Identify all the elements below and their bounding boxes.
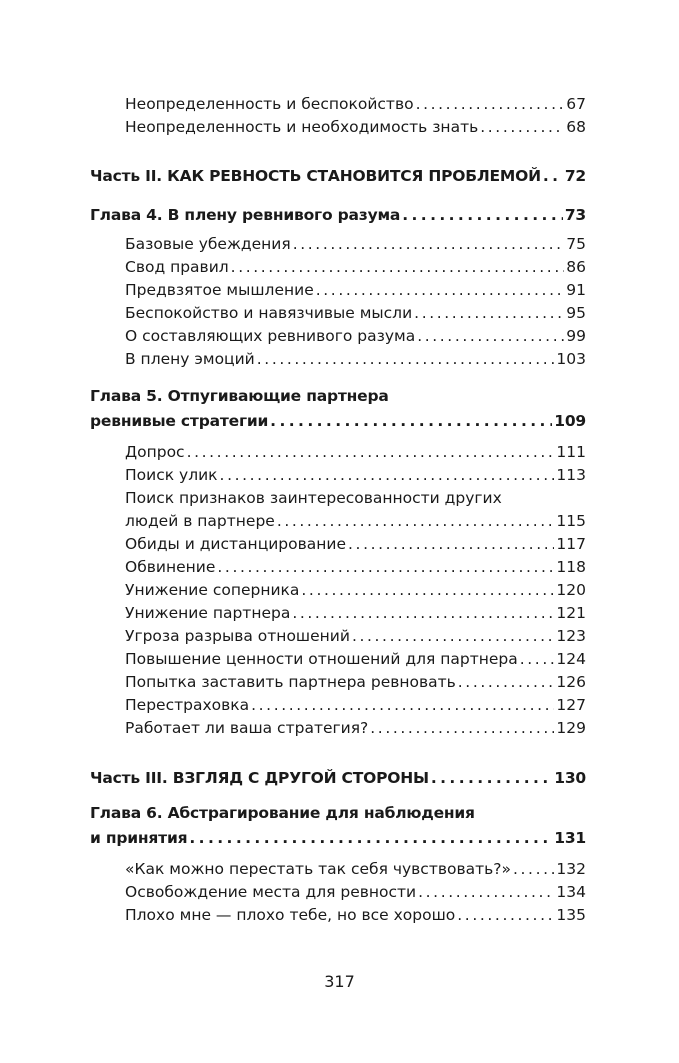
toc-entry-title: Обиды и дистанцирование <box>125 535 347 553</box>
toc-part-title: Часть III. ВЗГЛЯД С ДРУГОЙ СТОРОНЫ <box>90 769 429 787</box>
leader-dots <box>231 256 565 278</box>
toc-entry-page: 123 <box>556 627 586 645</box>
toc-entry-page: 113 <box>556 466 586 484</box>
toc-entry <box>125 602 586 624</box>
toc-entry-title: Неопределенность и необходимость знать <box>125 118 479 136</box>
toc-chapter-title: и принятия <box>90 829 188 847</box>
toc-entry-title: Поиск улик <box>125 466 218 484</box>
toc-chapter-title: ревнивые стратегии <box>90 412 269 430</box>
toc-entry <box>125 904 586 926</box>
toc-entry-title: Обвинение <box>125 558 216 576</box>
toc-entry-page: 68 <box>566 118 586 136</box>
toc-entry-page: 99 <box>566 327 586 345</box>
toc-entry <box>125 325 586 347</box>
leader-dots <box>270 410 552 432</box>
leader-dots <box>520 648 555 670</box>
leader-dots <box>293 233 565 255</box>
toc-entry-title: Угроза разрыва отношений <box>125 627 350 645</box>
toc-entry-page: 91 <box>566 281 586 299</box>
toc-part-heading <box>90 767 586 789</box>
toc-entry-title: Неопределенность и беспокойство <box>125 95 414 113</box>
leader-dots <box>418 881 554 903</box>
leader-dots <box>458 671 555 693</box>
toc-chapter-page: 73 <box>564 206 586 224</box>
leader-dots <box>316 279 565 301</box>
toc-chapter-page: 109 <box>554 412 586 430</box>
toc-entry-title: людей в партнере <box>125 512 275 530</box>
toc-entry-page: 124 <box>556 650 586 668</box>
toc-entry-title: Попытка заставить партнера ревновать <box>125 673 456 691</box>
toc-entry-title: В плену эмоций <box>125 350 255 368</box>
leader-dots <box>277 510 555 532</box>
leader-dots <box>513 858 554 880</box>
toc-entry-title: Базовые убеждения <box>125 235 291 253</box>
leader-dots <box>352 625 554 647</box>
toc-entry-title: Унижение соперника <box>125 581 300 599</box>
toc-entry <box>125 881 586 903</box>
toc-entry-title: Унижение партнера <box>125 604 291 622</box>
toc-entry-title: Освобождение места для ревности <box>125 883 417 901</box>
toc-entry-page: 86 <box>566 258 586 276</box>
toc-entry <box>125 625 586 647</box>
toc-entry <box>125 694 586 716</box>
toc-entry-page: 117 <box>556 535 586 553</box>
toc-entry-page: 115 <box>556 512 586 530</box>
toc-chapter-title-line1: Глава 6. Абстрагирование для наблюдения <box>90 804 475 822</box>
toc-entry <box>125 302 586 324</box>
toc-entry <box>125 858 586 880</box>
toc-part-heading <box>90 165 586 187</box>
toc-entry <box>125 93 586 115</box>
toc-chapter-heading <box>90 827 586 849</box>
toc-entry-page: 134 <box>556 883 586 901</box>
toc-entry <box>125 717 586 739</box>
leader-dots <box>348 533 554 555</box>
toc-chapter-page: 131 <box>554 829 586 847</box>
toc-entry <box>125 348 586 370</box>
toc-entry-page: 132 <box>556 860 586 878</box>
leader-dots <box>431 767 552 789</box>
toc-entry <box>125 671 586 693</box>
leader-dots <box>301 579 554 601</box>
toc-entry-title-line1: Поиск признаков заинтересованности других <box>125 489 502 507</box>
toc-entry <box>125 579 586 601</box>
toc-entry-title: Беспокойство и навязчивые мысли <box>125 304 413 322</box>
leader-dots <box>217 556 554 578</box>
leader-dots <box>414 302 564 324</box>
toc-part-page: 130 <box>554 769 586 787</box>
leader-dots <box>189 827 552 849</box>
toc-entry-page: 127 <box>556 696 586 714</box>
toc-entry-page: 75 <box>566 235 586 253</box>
toc-entry-title: Работает ли ваша стратегия? <box>125 719 369 737</box>
toc-entry <box>125 233 586 255</box>
toc-entry-title: Плохо мне — плохо тебе, но все хорошо <box>125 906 456 924</box>
leader-dots <box>417 325 564 347</box>
leader-dots <box>292 602 554 624</box>
toc-entry-page: 111 <box>556 443 586 461</box>
toc-entry-title: О составляющих ревнивого разума <box>125 327 416 345</box>
toc-entry-title: «Как можно перестать так себя чувствовать?» <box>125 860 511 878</box>
leader-dots <box>402 204 563 226</box>
toc-entry <box>125 279 586 301</box>
leader-dots <box>416 93 565 115</box>
toc-entry-page: 95 <box>566 304 586 322</box>
toc-entry-title: Предвзятое мышление <box>125 281 314 299</box>
toc-entry-page: 121 <box>556 604 586 622</box>
toc-entry <box>125 556 586 578</box>
page-number: 317 <box>324 972 355 991</box>
toc-entry-title: Свод правил <box>125 258 229 276</box>
toc-part-page: 72 <box>564 167 586 185</box>
toc-entry <box>125 510 586 532</box>
toc-chapter-title: Глава 4. В плену ревнивого разума <box>90 206 401 224</box>
leader-dots <box>543 165 563 187</box>
toc-chapter-title-line1: Глава 5. Отпугивающие партнера <box>90 387 389 405</box>
leader-dots <box>457 904 554 926</box>
toc-entry-page: 129 <box>556 719 586 737</box>
toc-part-title: Часть II. КАК РЕВНОСТЬ СТАНОВИТСЯ ПРОБЛЕМОЙ <box>90 167 541 185</box>
leader-dots <box>220 464 555 486</box>
leader-dots <box>251 694 554 716</box>
toc-entry-page: 120 <box>556 581 586 599</box>
toc-entry <box>125 256 586 278</box>
toc-chapter-heading <box>90 204 586 226</box>
toc-entry <box>125 441 586 463</box>
toc-chapter-heading <box>90 410 586 432</box>
leader-dots <box>257 348 555 370</box>
toc-entry-page: 126 <box>556 673 586 691</box>
toc-entry <box>125 648 586 670</box>
leader-dots <box>480 116 564 138</box>
toc-entry <box>125 464 586 486</box>
toc-entry <box>125 533 586 555</box>
leader-dots <box>187 441 555 463</box>
toc-entry-title: Перестраховка <box>125 696 250 714</box>
toc-entry-page: 67 <box>566 95 586 113</box>
toc-entry-title: Допрос <box>125 443 185 461</box>
toc-entry-page: 135 <box>556 906 586 924</box>
leader-dots <box>370 717 554 739</box>
toc-entry-page: 103 <box>556 350 586 368</box>
toc-entry <box>125 116 586 138</box>
toc-entry-page: 118 <box>556 558 586 576</box>
toc-entry-title: Повышение ценности отношений для партнера <box>125 650 518 668</box>
